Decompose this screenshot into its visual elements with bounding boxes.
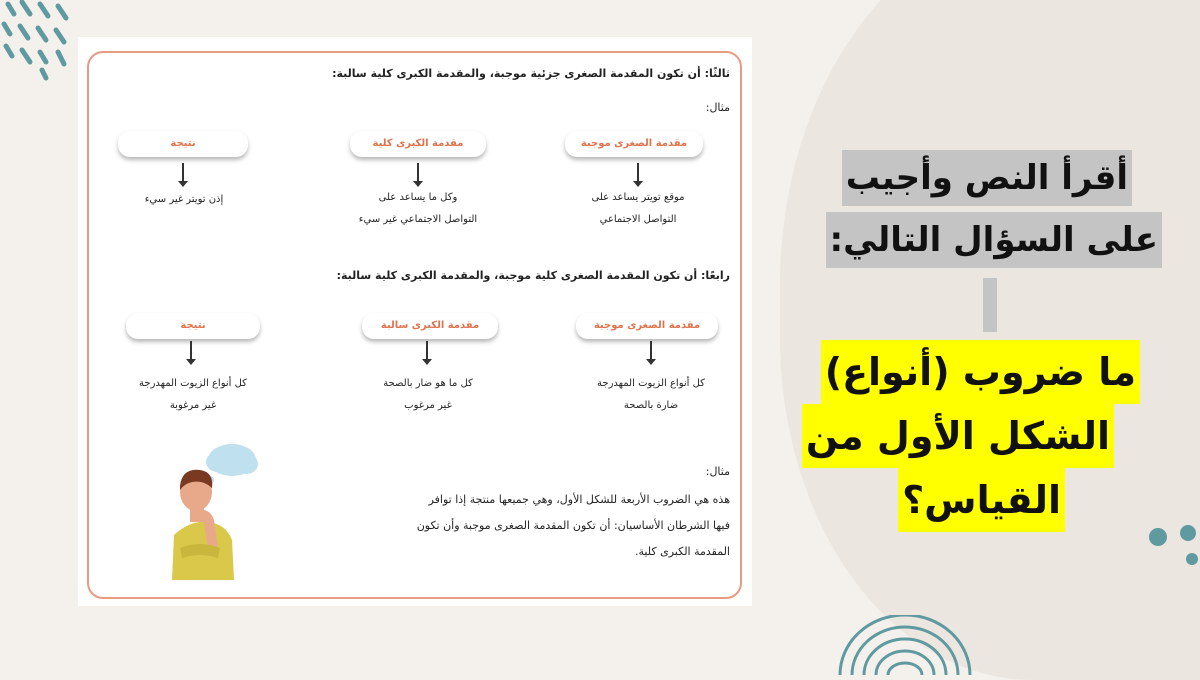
node-line: إذن تويتر غير سيء (144, 194, 224, 205)
arrow-down (650, 341, 652, 361)
arrow-down (637, 163, 639, 183)
arrow-down (426, 341, 428, 361)
minor-premise-label: مقدمة الصغرى موجبة (576, 313, 718, 339)
section-heading-4: رابعًا: أن تكون المقدمة الصغرى كلية موجبة، والمقدمة الكبرى كلية سالبة: (336, 269, 730, 282)
node-line: وكل ما يساعد على (378, 192, 458, 203)
node-line: موقع تويتر يساعد على (591, 192, 685, 203)
instruction-line-2: على السؤال التالي: (826, 212, 1163, 268)
arrow-down (417, 163, 419, 183)
question-line-1: ما ضروب (أنواع) (821, 340, 1140, 404)
node-line: كل أنواع الزيوت المهدرجة (139, 378, 247, 389)
node-line: ضارة بالصحة (623, 400, 679, 411)
result-text (114, 189, 254, 211)
arrow-down (190, 341, 192, 361)
example-label: مثال: (705, 101, 730, 114)
thinking-person-illustration (160, 440, 270, 580)
example-label: مثال: (705, 465, 730, 478)
result-label: نتيجة (118, 131, 248, 157)
node-line: التواصل الاجتماعي غير سيء (358, 214, 478, 225)
dashes-decoration (0, 0, 90, 90)
minor-premise-text (576, 373, 726, 417)
node-line: كل أنواع الزيوت المهدرجة (597, 378, 705, 389)
result-text (118, 373, 268, 417)
arcs-decoration (830, 615, 980, 675)
summary-paragraph (310, 487, 730, 565)
paragraph-line: المقدمة الكبرى كلية. (635, 545, 730, 558)
major-premise-text (348, 187, 488, 231)
paragraph-line: فيها الشرطان الأساسيان: أن تكون المقدمة الصغرى موجبة وأن تكون (416, 519, 730, 532)
major-premise-label: مقدمة الكبرى سالبة (362, 313, 498, 339)
minor-premise-label: مقدمة الصغرى موجبة (565, 131, 703, 157)
major-premise-text (358, 373, 498, 417)
major-premise-label: مقدمة الكبرى كلية (350, 131, 486, 157)
section-heading-3: ثالثًا: أن تكون المقدمة الصغرى جزئية موجبة، والمقدمة الكبرى كلية سالبة: (332, 67, 730, 80)
node-line: غير مرغوبة (169, 400, 217, 411)
result-label: نتيجة (126, 313, 260, 339)
instruction-line-1: أقرأ النص وأجيب (842, 150, 1132, 206)
question-line-3: القياس؟ (898, 468, 1065, 532)
node-line: التواصل الاجتماعي (599, 214, 677, 225)
dots-decoration (1140, 515, 1200, 575)
node-line: كل ما هو ضار بالصحة (383, 378, 473, 389)
question-line-2: الشكل الأول من (802, 404, 1114, 468)
minor-premise-text (568, 187, 708, 231)
paragraph-line: هذه هي الضروب الأربعة للشكل الأول، وهي جميعها منتجة إذا توافر (428, 493, 730, 506)
connector-bar (983, 278, 997, 332)
arrow-down (182, 163, 184, 183)
node-line: غير مرغوب (404, 400, 452, 411)
